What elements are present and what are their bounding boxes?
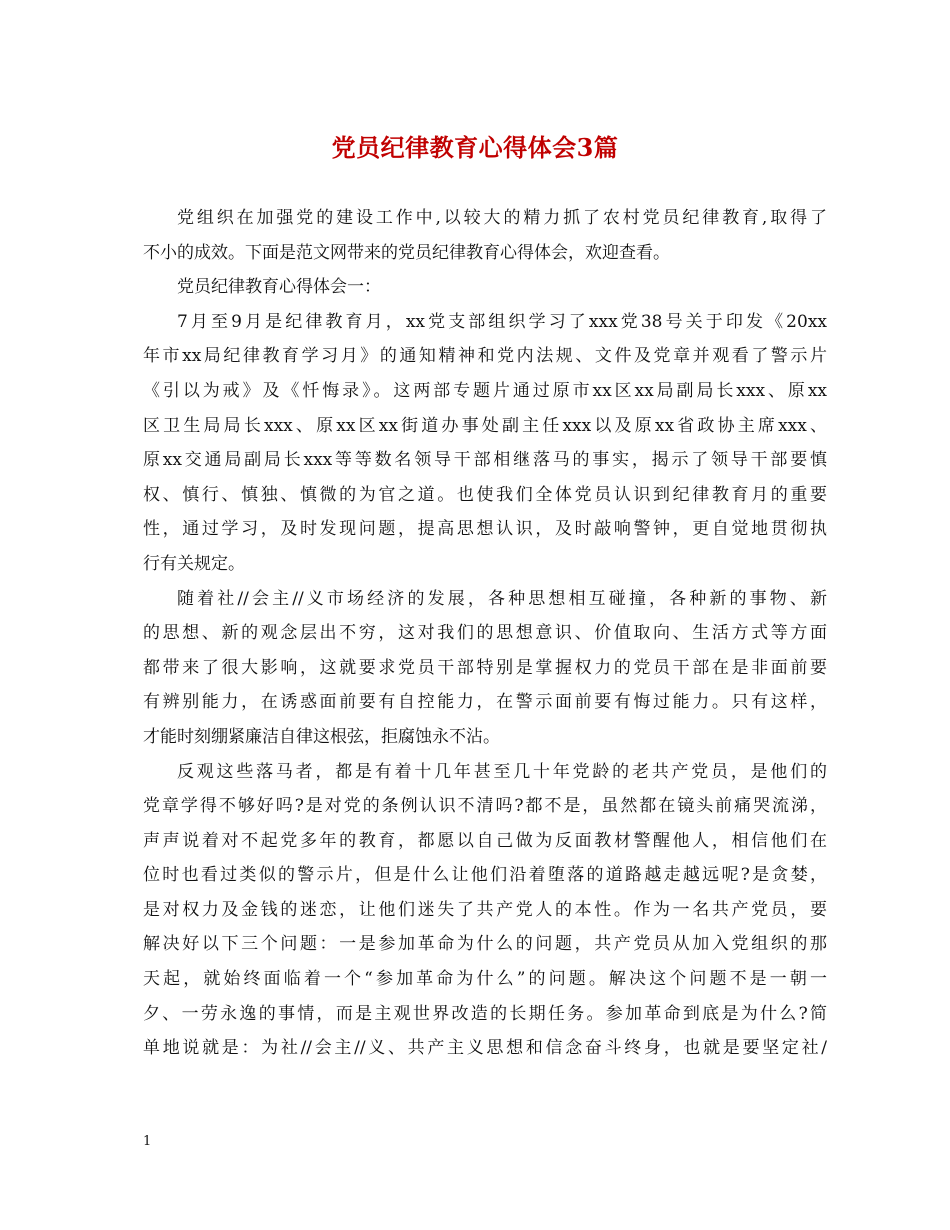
text-line: 单地说就是：为社//会主//义、共产主义思想和信念奋斗终身，也就是要坚定社/	[143, 1038, 827, 1059]
text-line: 7月至9月是纪律教育月，xx党支部组织学习了xxx党38号关于印发《20xx	[177, 311, 827, 332]
text-line: 天起，就始终面临着一个“参加革命为什么”的问题。解决这个问题不是一朝一	[143, 969, 827, 990]
text-line: 性，通过学习，及时发现问题，提高思想认识，及时敲响警钟，更自觉地贯彻执	[143, 519, 827, 540]
text-line: 原xx交通局副局长xxx等等数名领导干部相继落马的事实，揭示了领导干部要慎	[143, 450, 827, 471]
text-line: 解决好以下三个问题：一是参加革命为什么的问题，共产党员从加入党组织的那	[143, 934, 827, 955]
text-line: 年市xx局纪律教育学习月》的通知精神和党内法规、文件及党章并观看了警示片	[143, 346, 827, 367]
text-line: 党员纪律教育心得体会一：	[177, 277, 381, 298]
text-line: 党章学得不够好吗?是对党的条例认识不清吗?都不是，虽然都在镜头前痛哭流涕，	[143, 796, 827, 817]
document-title: 党员纪律教育心得体会3篇	[331, 133, 619, 162]
text-line: 才能时刻绷紧廉洁自律这根弦，拒腐蚀永不沾。	[143, 726, 500, 747]
document-body	[143, 201, 827, 1066]
text-line: 随着社//会主//义市场经济的发展，各种思想相互碰撞，各种新的事物、新	[177, 588, 827, 609]
text-line: 区卫生局局长xxx、原xx区xx街道办事处副主任xxx以及原xx省政协主席xxx、	[143, 415, 827, 436]
text-line: 权、慎行、慎独、慎微的为官之道。也使我们全体党员认识到纪律教育月的重要	[143, 484, 827, 505]
text-line: 反观这些落马者，都是有着十几年甚至几十年党龄的老共产党员，是他们的	[177, 761, 827, 782]
text-line: 声声说着对不起党多年的教育，都愿以自己做为反面教材警醒他人，相信他们在	[143, 830, 827, 851]
text-line: 位时也看过类似的警示片，但是什么让他们沿着堕落的道路越走越远呢?是贪婪，	[143, 865, 827, 886]
text-line: 都带来了很大影响，这就要求党员干部特别是掌握权力的党员干部在是非面前要	[143, 657, 827, 678]
text-line: 党组织在加强党的建设工作中,以较大的精力抓了农村党员纪律教育,取得了	[177, 208, 827, 228]
text-line: 是对权力及金钱的迷恋，让他们迷失了共产党人的本性。作为一名共产党员，要	[143, 899, 827, 920]
text-line: 有辨别能力，在诱惑面前要有自控能力，在警示面前要有悔过能力。只有这样，	[143, 692, 827, 713]
text-line: 夕、一劳永逸的事情，而是主观世界改造的长期任务。参加革命到底是为什么?简	[143, 1003, 827, 1024]
text-line: 不小的成效。下面是范文网带来的党员纪律教育心得体会，欢迎查看。	[143, 242, 670, 263]
text-line: 行有关规定。	[143, 553, 245, 574]
text-line: 《引以为戒》及《忏悔录》。这两部专题片通过原市xx区xx局副局长xxx、原xx	[143, 380, 827, 401]
text-line: 的思想、新的观念层出不穷，这对我们的思想意识、价值取向、生活方式等方面	[143, 623, 827, 644]
page-number: 1	[143, 1134, 152, 1149]
